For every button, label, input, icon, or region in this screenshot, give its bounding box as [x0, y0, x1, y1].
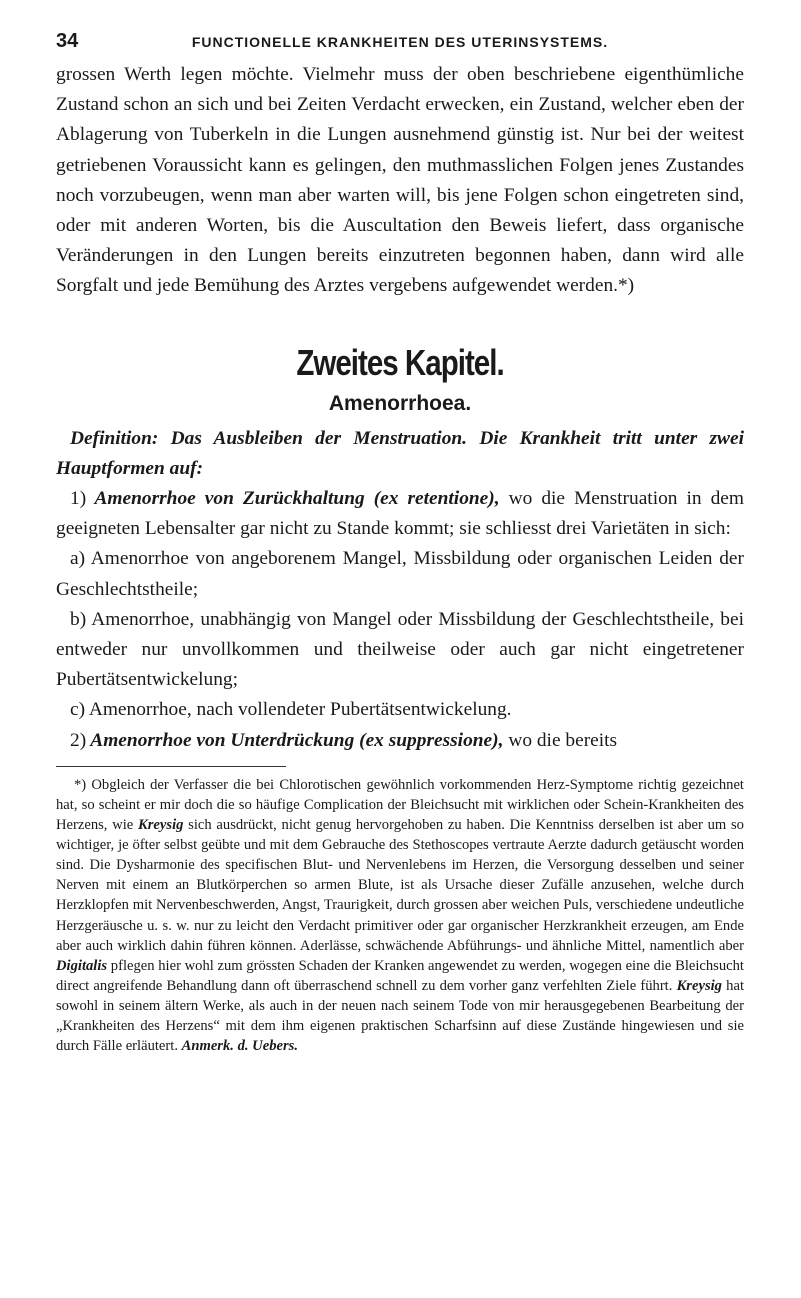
definition-text: Das Ausbleiben der Menstruation. Die Krankheit tritt unter zwei Hauptformen auf: [56, 427, 744, 479]
footnote-part-3: pflegen hier wohl zum grössten Schaden der Kranken angewendet zu werden, wogegen eine die Bleichsucht direct angreifende Behandlung dann oft überraschend schnell zu dem vorher ganz verfehlten Ziele führt. [56, 957, 744, 994]
list-item-1-label: 1) [70, 488, 87, 510]
page-header [56, 30, 744, 58]
list-item-1-title: Amenorrhoe von Zurückhaltung (ex retentione), [86, 488, 500, 510]
list-item-2-text: wo die bereits [503, 729, 618, 751]
page-number: 34 [56, 30, 79, 52]
intro-paragraph: grossen Werth legen möchte. Vielmehr muss der oben beschriebene eigenthümliche Zustand schon an sich und bei Zeiten Verdacht erwecken, ein Zustand, welcher eben der Ablagerung von Tuberkeln in die Lungen ausnehmend günstig ist. Nur bei der weitest getriebenen Voraussicht kann es gelingen, den muthmasslichen Folgen jenes Zustandes noch vorzubeugen, wenn man aber warten will, bis jene Folgen schon eingetreten sind, oder mit anderen Worten, bis die Auscultation den Beweis liefert, dass organische Veränderungen in den Lungen bereits einzutreten begonnen haben, dann wird alle Sorgfalt und jede Bemühung des Arztes vergebens aufgewendet werden.*) [56, 64, 744, 297]
list-item-1-text: wo die Menstruation in dem geeigneten Lebensalter gar nicht zu Stande kommt; sie schliesst drei Varietäten in sich: [56, 488, 744, 540]
list-item-c: c) Amenorrhoe, nach vollendeter Pubertätsentwickelung. [70, 699, 512, 721]
definition-paragraph [56, 424, 744, 484]
footnote-rule [56, 766, 286, 767]
running-head: FUNCTIONELLE KRANKHEITEN DES UTERINSYSTEMS. [191, 34, 609, 50]
footnote-signature: Anmerk. d. Uebers. [181, 1038, 298, 1055]
footnote [56, 775, 744, 1056]
footnote-part-4: hat sowohl in seinem ältern Werke, als auch in der neuen nach seinem Tode von mir herausgegebenen Bearbeitung der „Krankheiten des Herzens“ mit dem ihm eigenen praktischen Scharfsinn auf diese Zustände hingewiesen und sie durch Fälle erläutert. [56, 977, 744, 1055]
chapter-subtitle: Amenorrhoea. [328, 391, 472, 415]
list-item-2-label: 2) [70, 729, 87, 751]
list-item-b: b) Amenorrhoe, unabhängig von Mangel oder Missbildung der Geschlechtstheile, bei entweder nur unvollkommen und theilweise oder auch gar nicht eingetretener Pubertätsentwickelung; [56, 608, 744, 691]
footnote-name-3: Kreysig [676, 977, 722, 994]
footnote-name-2: Digitalis [56, 957, 108, 974]
list-item-2-title: Amenorrhoe von Unterdrückung (ex suppressione), [86, 729, 504, 751]
chapter-title: Zweites Kapitel. [296, 341, 504, 383]
definition-label: Definition: [70, 427, 159, 449]
footnote-part-1: *) Obgleich der Verfasser die bei Chlorotischen gewöhnlich vorkommenden Herz-Symptome richtig gezeichnet hat, so scheint er mir doch die so häufige Complication der Bleichsucht mit wirklichen oder Schein-Krankheiten des Herzens, wie [56, 776, 744, 834]
document-page [56, 30, 744, 1056]
list-item-a: a) Amenorrhoe von angeborenem Mangel, Missbildung oder organischen Leiden der Geschlechtstheile; [56, 548, 744, 600]
footnote-part-2: sich ausdrückt, nicht genug hervorgehoben zu haben. Die Kenntniss derselben ist aber um so wichtiger, je öfter selbst geübte und mit dem Gebrauche des Stethoscopes vertraute Aerzte dadurch getäuscht worden sind. Die Dysharmonie des specifischen Blut- und Nervenlebens im Herzen, die Versorgung desselben und seiner Nerven mit einem an Blutkörperchen so armen Blute, ist als Ursache dieser Zufälle anzusehen, welche durch Herzklopfen mit Nervenbeschwerden, Angst, Traurigkeit, durch grossen aber weichen Puls, verschiedene undeutliche Herzgeräusche u. s. w. nur zu leicht den Verdacht primitiver oder gar organischer Herzkrankheit erzeugen, am Ende aber auch wirklich dahin führen können. Aderlässe, schwächende Abführungs- und ähnliche Mittel, namentlich aber [56, 817, 744, 954]
list-item-2 [56, 726, 744, 756]
footnote-name-1: Kreysig [138, 817, 184, 834]
list-item-1 [56, 484, 744, 544]
